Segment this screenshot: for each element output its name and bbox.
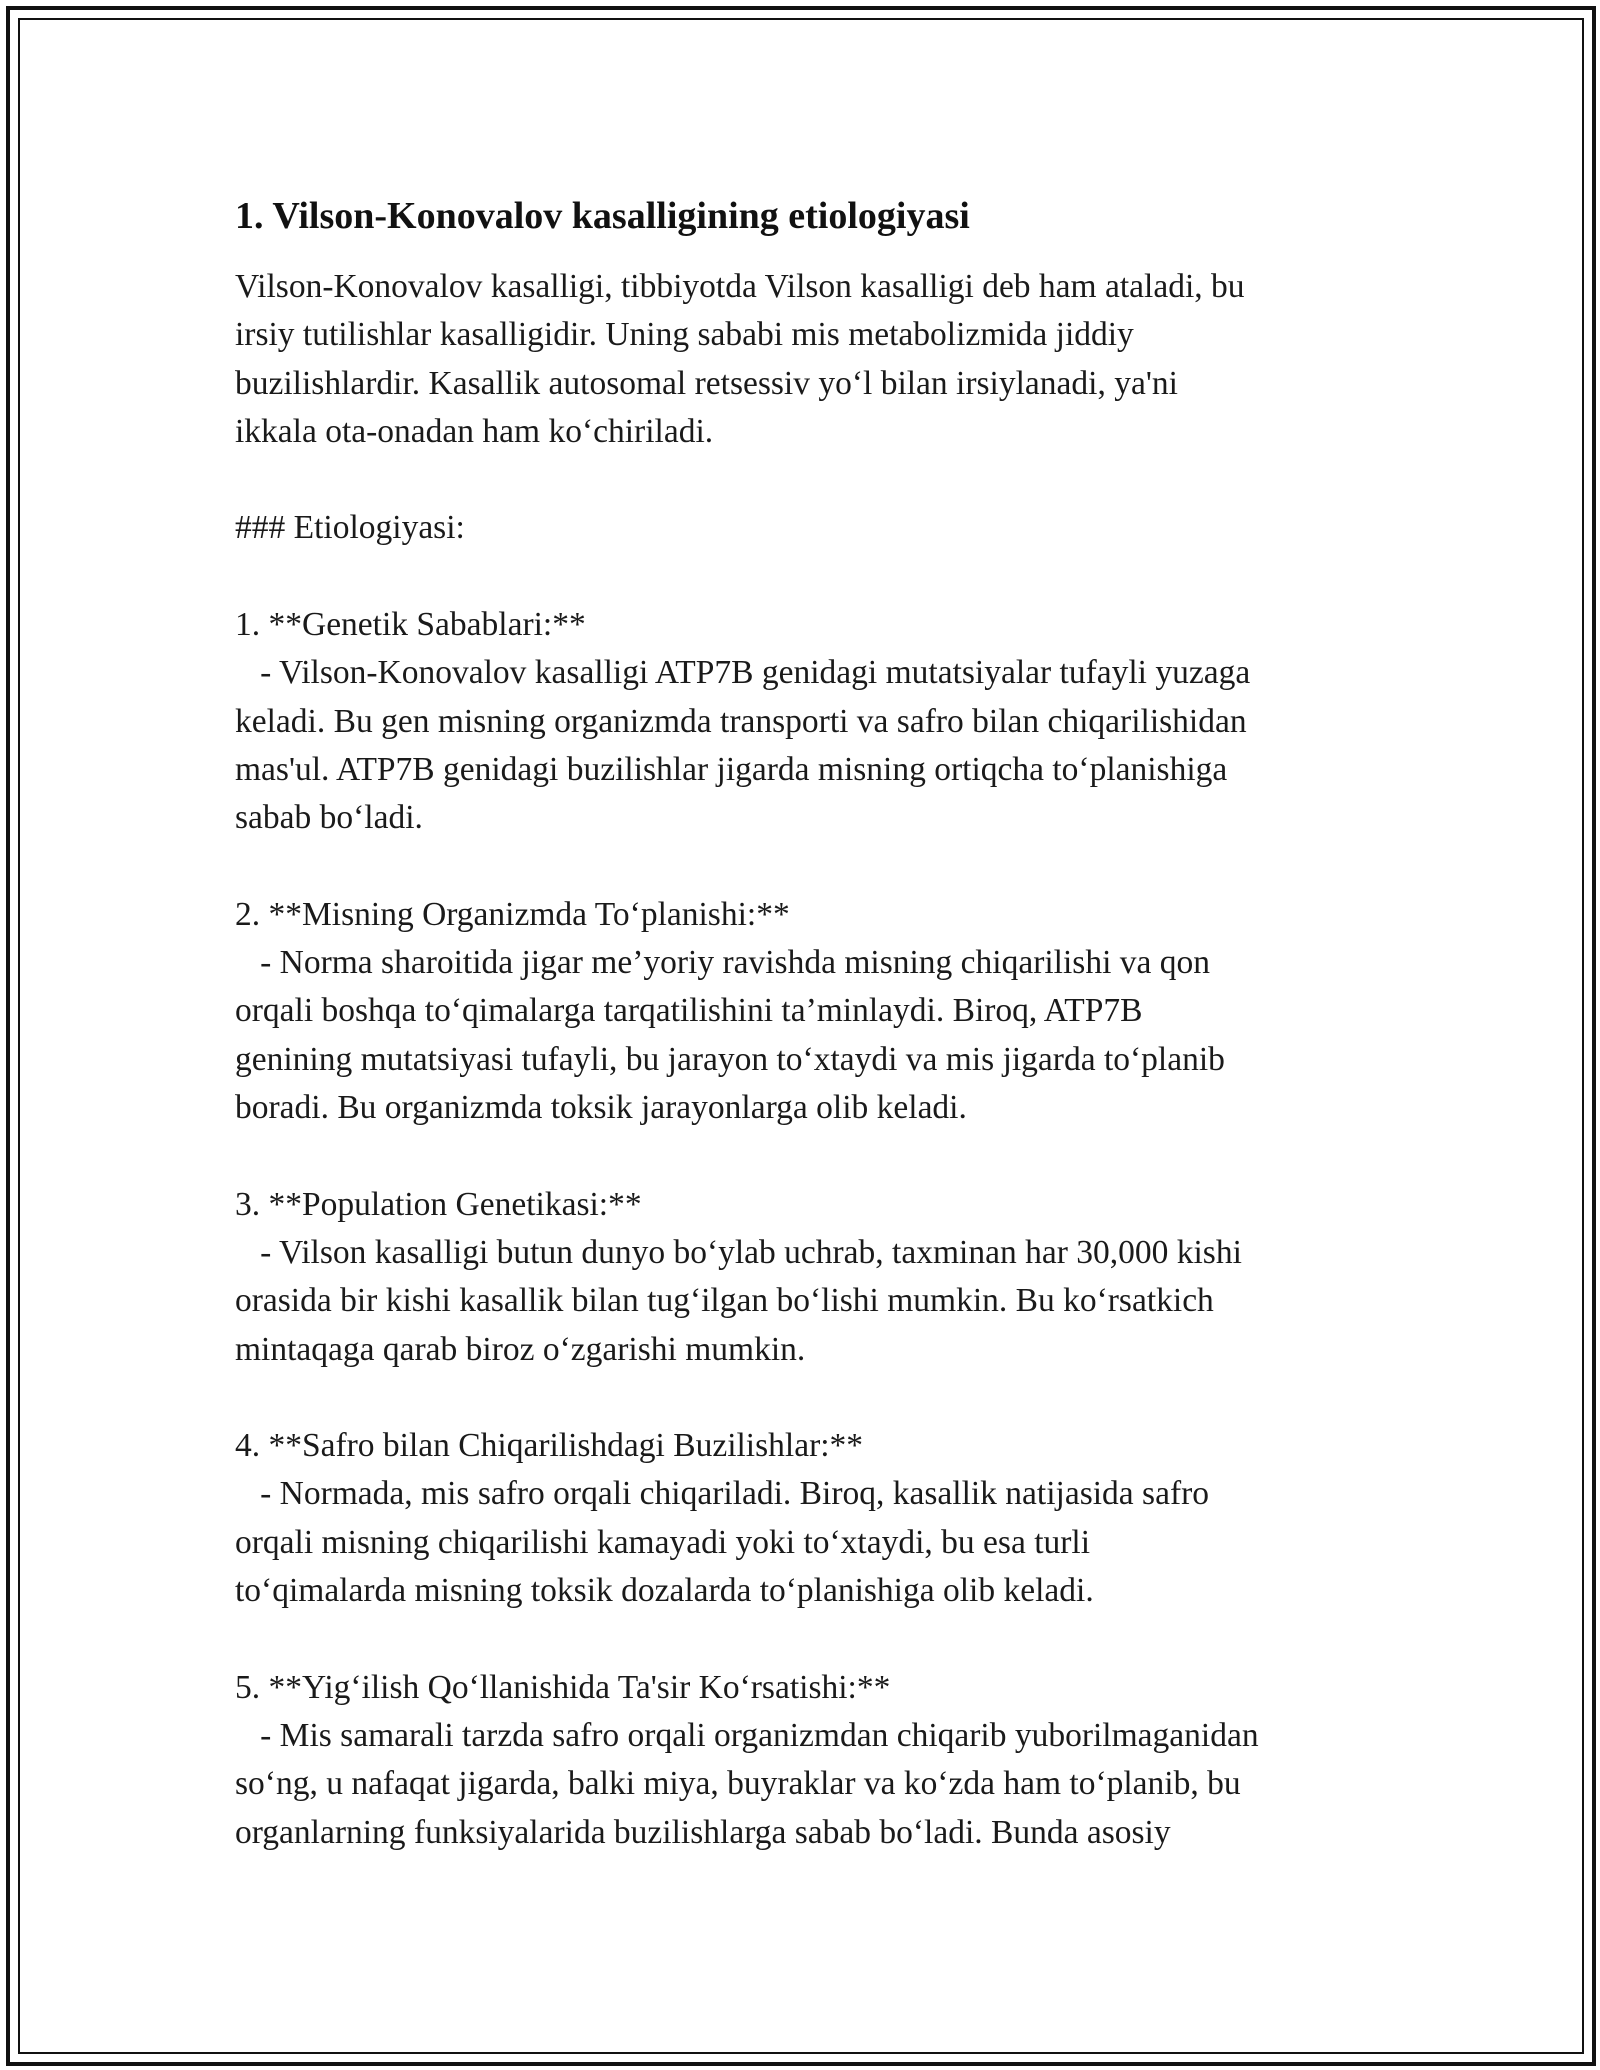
- list-item-heading: 2. **Misning Organizmda To‘planishi:**: [235, 895, 790, 933]
- text-line: organlarning funksiyalarida buzilishlarga sabab bo‘ladi. Bunda asosiy: [235, 1813, 1171, 1851]
- text-line: sabab bo‘ladi.: [235, 799, 423, 837]
- text-line: irsiy tutilishlar kasalligidir. Uning sababi mis metabolizmida jiddiy: [235, 316, 1134, 354]
- document-title: 1. Vilson-Konovalov kasalligining etiologiyasi: [235, 195, 970, 237]
- blank-line: [235, 1374, 1365, 1422]
- document-body: [235, 188, 1365, 1857]
- text-line: mas'ul. ATP7B genidagi buzilishlar jigarda misning ortiqcha to‘planishiga: [235, 750, 1228, 788]
- text-line: - Norma sharoitida jigar me’yoriy ravishda misning chiqarilishi va qon: [235, 944, 1211, 982]
- text-line: mintaqaga qarab biroz o‘zgarishi mumkin.: [235, 1330, 806, 1368]
- text-line: - Mis samarali tarzda safro orqali organizmdan chiqarib yuborilmaganidan: [235, 1716, 1259, 1754]
- text-line: to‘qimalarda misning toksik dozalarda to‘planishiga olib keladi.: [235, 1572, 1094, 1610]
- blank-line: [235, 1615, 1365, 1663]
- text-line: buzilishlardir. Kasallik autosomal retsessiv yo‘l bilan irsiylanadi, ya'ni: [235, 364, 1178, 402]
- list-item-heading: 5. **Yig‘ilish Qo‘llanishida Ta'sir Ko‘rsatishi:**: [235, 1668, 891, 1706]
- text-line: orqali boshqa to‘qimalarga tarqatilishini ta’minlaydi. Biroq, ATP7B: [235, 992, 1143, 1030]
- list-item-heading: 1. **Genetik Sabablari:**: [235, 606, 586, 644]
- list-item-heading: 4. **Safro bilan Chiqarilishdagi Buzilishlar:**: [235, 1427, 864, 1465]
- text-line: - Vilson-Konovalov kasalligi ATP7B genidagi mutatsiyalar tufayli yuzaga: [235, 654, 1251, 692]
- text-line: so‘ng, u nafaqat jigarda, balki miya, buyraklar va ko‘zda ham to‘planib, bu: [235, 1765, 1241, 1803]
- text-line: orasida bir kishi kasallik bilan tug‘ilgan bo‘lishi mumkin. Bu ko‘rsatkich: [235, 1282, 1214, 1320]
- text-line: Vilson-Konovalov kasalligi, tibbiyotda Vilson kasalligi deb ham ataladi, bu: [235, 268, 1245, 305]
- list-item-heading: 3. **Population Genetikasi:**: [235, 1185, 642, 1223]
- blank-line: [235, 553, 1365, 601]
- text-line: - Normada, mis safro orqali chiqariladi. Biroq, kasallik natijasida safro: [235, 1475, 1210, 1513]
- text-line: keladi. Bu gen misning organizmda transporti va safro bilan chiqarilishidan: [235, 702, 1247, 740]
- blank-line: [235, 843, 1365, 891]
- section-heading: ### Etiologiyasi:: [235, 509, 465, 547]
- text-line: genining mutatsiyasi tufayli, bu jarayon to‘xtaydi va mis jigarda to‘planib: [235, 1040, 1225, 1078]
- text-line: orqali misning chiqarilishi kamayadi yoki to‘xtaydi, bu esa turli: [235, 1523, 1091, 1561]
- text-line: - Vilson kasalligi butun dunyo bo‘ylab uchrab, taxminan har 30,000 kishi: [235, 1233, 1242, 1271]
- text-line: boradi. Bu organizmda toksik jarayonlarga olib keladi.: [235, 1089, 967, 1127]
- text-line: ikkala ota-onadan ham ko‘chiriladi.: [235, 412, 714, 450]
- blank-line: [235, 1132, 1365, 1180]
- blank-line: [235, 456, 1365, 504]
